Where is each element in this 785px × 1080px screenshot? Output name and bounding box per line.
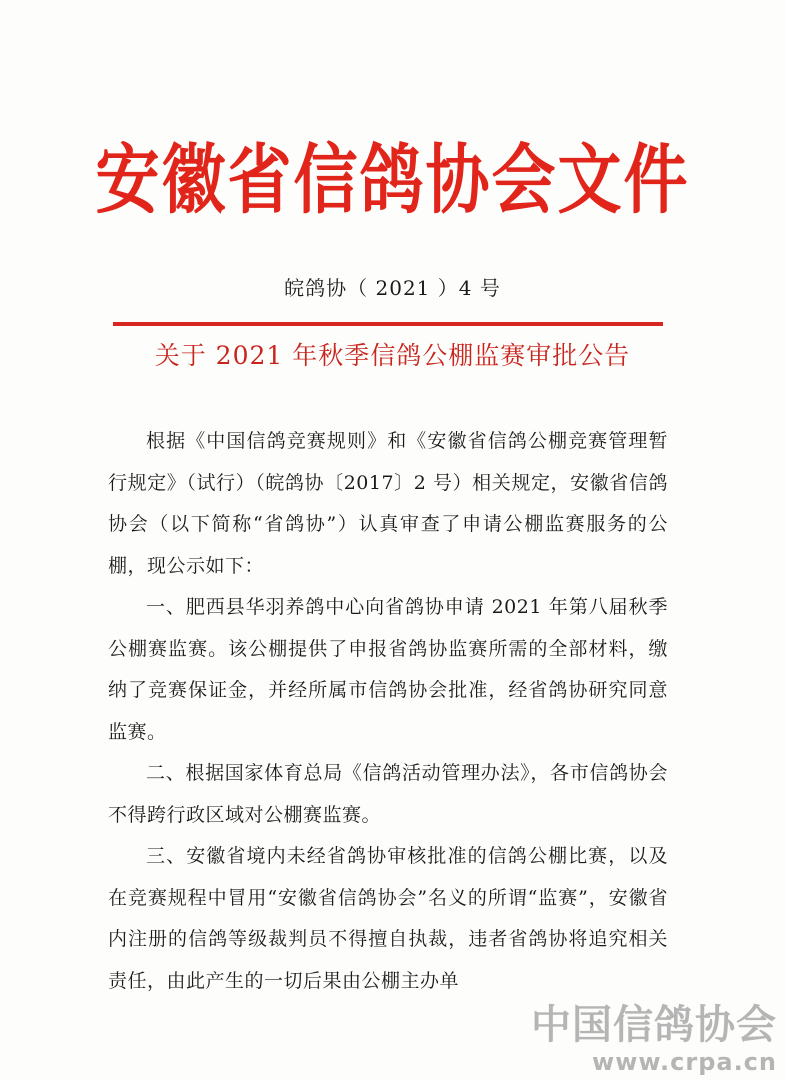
red-divider-line [113,322,663,326]
document-number: 皖鸽协（ 2021 ）4 号 [284,276,501,300]
document-body [108,421,668,1002]
body-paragraph: 三、安徽省境内未经省鸽协审核批准的信鸽公棚比赛，以及在竞赛规程中冒用“安徽省信鸽协会”名义的所谓“监赛”，安徽省内注册的信鸽等级裁判员不得擅自执裁，违者省鸽协将追究相关责任，由此产生的一切后果由公棚主办单 [108,845,668,992]
body-paragraph: 根据《中国信鸽竞赛规则》和《安徽省信鸽公棚竞赛管理暂行规定》（试行）（皖鸽协〔2017〕2 号）相关规定，安徽省信鸽协会（以下简称“省鸽协”）认真审查了申请公棚监赛服务的公棚，现公示如下： [108,430,668,577]
body-paragraph: 二、根据国家体育总局《信鸽活动管理办法》，各市信鸽协会不得跨行政区域对公棚赛监赛。 [108,762,668,826]
watermark-url: www.crpa.cn [592,1048,777,1076]
masthead-title: 安徽省信鸽协会文件 [95,137,690,225]
site-watermark [531,1003,777,1077]
watermark-name: 中国信鸽协会 [531,1002,777,1048]
body-paragraph: 一、肥西县华羽养鸽中心向省鸽协申请 2021 年第八届秋季公棚赛监赛。该公棚提供了申报省鸽协监赛所需的全部材料，缴纳了竞赛保证金，并经所属市信鸽协会批准，经省鸽协研究同意监赛。 [108,596,668,743]
announcement-title: 关于 2021 年秋季信鸽公棚监赛审批公告 [154,341,631,370]
